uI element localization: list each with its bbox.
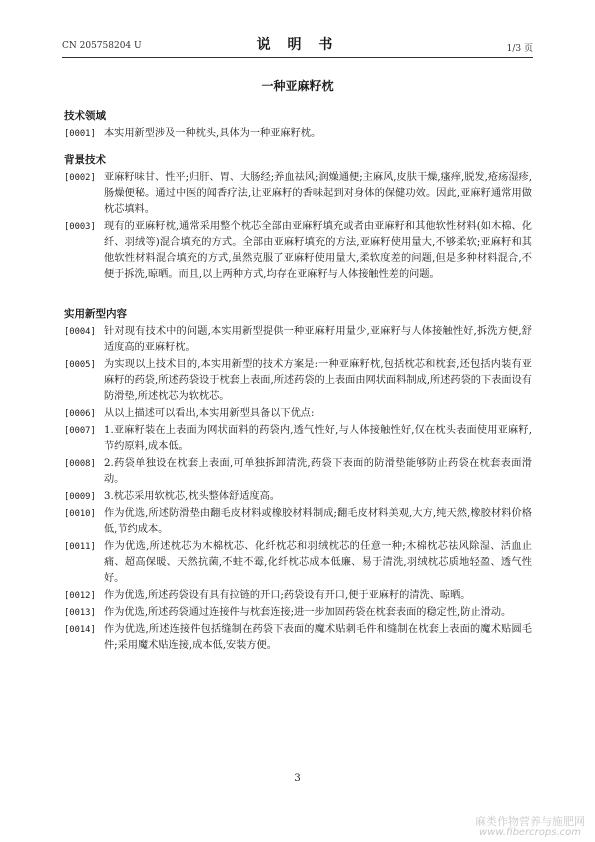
paragraph-text: 现有的亚麻籽枕,通常采用整个枕芯全部由亚麻籽填充或者由亚麻籽和其他软性材料(如木棉、化纤、羽绒等)混合填充的方式。全部由亚麻籽填充的方法,亚麻籽使用量大,不够柔软;亚麻籽和其他软性材料混合填充的方式,虽然克服了亚麻籽使用量大,柔软度差的问题,但是多种材料混合,不便于拆洗,晾晒。而且,以上两种方式,均存在亚麻籽与人体接触性差的问题。 xyxy=(104,221,532,280)
section-utility-content xyxy=(64,306,532,654)
section-heading: 技术领域 xyxy=(64,110,106,122)
paragraph xyxy=(64,539,532,587)
header-page-info: 1/3 页 xyxy=(506,44,533,54)
paragraph-text: 亚麻籽味甘、性平;归肝、胃、大肠经;养血祛风;润燥通便;主麻风,皮肤干燥,瘙痒,脱发,疮疡湿疹,肠燥便秘。通过中医的闻香疗法,让亚麻籽的香味起到对身体的保健功效。因此,亚麻籽通常用做枕芯填料。 xyxy=(104,172,532,215)
paragraph-number: [0010] xyxy=(64,509,96,519)
paragraph-text: 作为优选,所述防滑垫由翻毛皮材料或橡胶材料制成;翻毛皮材料美观,大方,纯天然,橡胶材料价格低,节约成本。 xyxy=(104,508,532,535)
paragraph-number: [0002] xyxy=(64,173,96,183)
paragraph xyxy=(64,219,532,283)
paragraph-text: 从以上描述可以看出,本实用新型具备以下优点: xyxy=(104,408,315,419)
paragraph-number: [0007] xyxy=(64,426,96,436)
watermark-url: www.fibercrops.com xyxy=(479,827,581,838)
paragraph xyxy=(64,126,532,142)
document-body xyxy=(64,108,532,655)
paragraph xyxy=(64,506,532,538)
paragraph-text: 本实用新型涉及一种枕头,具体为一种亚麻籽枕。 xyxy=(104,128,322,139)
paragraph xyxy=(64,456,532,488)
paragraph xyxy=(64,588,532,604)
paragraph xyxy=(64,170,532,218)
paragraph-text: 1.亚麻籽装在上表面为网状面料的药袋内,透气性好,与人体接触性好,仅在枕头表面使用亚麻籽,节约原料,成本低。 xyxy=(104,425,532,452)
section-background xyxy=(64,152,532,283)
paragraph-number: [0009] xyxy=(64,492,96,502)
paragraph-number: [0006] xyxy=(64,409,96,419)
paragraph-text: 2.药袋单独设在枕套上表面,可单独拆卸清洗,药袋下表面的防滑垫能够防止药袋在枕套表面滑动。 xyxy=(104,458,532,485)
paragraph-text: 作为优选,所述连接件包括缝制在药袋下表面的魔术贴刺毛件和缝制在枕套上表面的魔术贴圆毛件;采用魔术贴连接,成本低,安装方便。 xyxy=(104,624,532,651)
paragraph-text: 3.枕芯采用软枕芯,枕头整体舒适度高。 xyxy=(104,491,280,502)
header-doc-type: 说 明 书 xyxy=(256,37,339,53)
paragraph-number: [0012] xyxy=(64,591,96,601)
paragraph-text: 针对现有技术中的问题,本实用新型提供一种亚麻籽用量少,亚麻籽与人体接触性好,拆洗方便,舒适度高的亚麻籽枕。 xyxy=(104,326,532,353)
paragraph xyxy=(64,489,532,505)
header-pub-number: CN 205758204 U xyxy=(62,41,142,51)
paragraph-number: [0011] xyxy=(64,542,96,552)
paragraph-text: 作为优选,所述枕芯为木棉枕芯、化纤枕芯和羽绒枕芯的任意一种;木棉枕芯祛风除湿、活血止痛、超高保暖、天然抗菌,不蛀不霉,化纤枕芯成本低廉、易于清洗,羽绒枕芯质地轻盈、透气性好。 xyxy=(104,541,532,584)
paragraph xyxy=(64,324,532,356)
page-number: 3 xyxy=(294,773,301,784)
paragraph xyxy=(64,357,532,405)
header-rule xyxy=(62,57,533,58)
paragraph-number: [0005] xyxy=(64,360,96,370)
paragraph-text: 作为优选,所述药袋设有具有拉链的开口;药袋设有开口,便于亚麻籽的清洗、晾晒。 xyxy=(104,590,471,601)
section-heading: 背景技术 xyxy=(64,154,106,166)
paragraph-text: 为实现以上技术目的,本实用新型的技术方案是:一种亚麻籽枕,包括枕芯和枕套,还包括内装有亚麻籽的药袋,所述药袋设于枕套上表面,所述药袋的上表面由网状面料制成,所述药袋的下表面设有防滑垫,所述枕芯为软枕芯。 xyxy=(104,359,532,402)
paragraph-number: [0008] xyxy=(64,459,96,469)
paragraph xyxy=(64,423,532,455)
paragraph-number: [0004] xyxy=(64,327,96,337)
section-heading: 实用新型内容 xyxy=(64,308,127,320)
paragraph-number: [0001] xyxy=(64,129,96,139)
paragraph xyxy=(64,605,532,621)
paragraph-number: [0014] xyxy=(64,625,96,635)
document-title: 一种亚麻籽枕 xyxy=(261,79,334,93)
section-technical-field xyxy=(64,108,532,142)
paragraph-text: 作为优选,所述药袋通过连接件与枕套连接;进一步加固药袋在枕套表面的稳定性,防止滑动。 xyxy=(104,607,512,618)
paragraph-number: [0013] xyxy=(64,608,96,618)
paragraph xyxy=(64,406,532,422)
paragraph-number: [0003] xyxy=(64,222,96,232)
watermark-text: 麻类作物营养与施肥网 xyxy=(475,815,585,828)
paragraph xyxy=(64,622,532,654)
